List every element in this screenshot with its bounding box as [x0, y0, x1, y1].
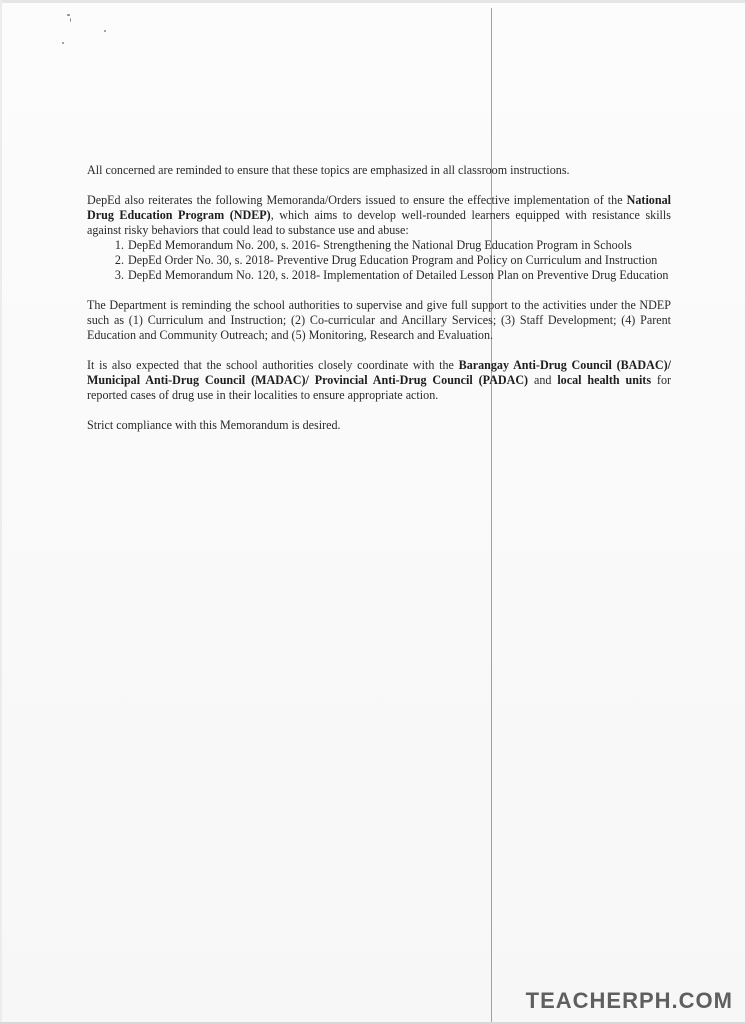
site-watermark: TEACHERPH.COM	[525, 988, 733, 1013]
memorandum-body	[87, 163, 671, 448]
paragraph-ndep-activities: The Department is reminding the school authorities to supervise and give full support to the activities under the NDEP such as (1) Curriculum and Instruction; (2) Co-curricular and Ancillary Services; (3) Staff Development; (4) Parent Education and Community Outreach; and (5) Monitoring, Research and Evaluation.	[87, 298, 671, 342]
scan-fold-line	[491, 8, 492, 1024]
paragraph-compliance: Strict compliance with this Memorandum is desired.	[87, 418, 341, 432]
coordination-text: It is also expected that the school authorities closely coordinate with the	[87, 358, 459, 372]
program-name: National Drug Education Program (NDEP)	[87, 193, 671, 222]
health-units: local health units	[557, 373, 652, 387]
scan-speck	[62, 42, 64, 44]
list-item: 3. DepEd Memorandum No. 120, s. 2018- Implementation of Detailed Lesson Plan on Preventive Drug Education	[127, 268, 671, 283]
scan-speck	[67, 14, 70, 16]
paragraph-reminder: All concerned are reminded to ensure that these topics are emphasized in all classroom instructions.	[87, 163, 570, 177]
reiteration-text-end: , which aims to develop well-rounded learners equipped with resistance skills against risky behaviors that could lead to substance use and abuse:	[87, 208, 671, 237]
memoranda-list	[87, 238, 671, 283]
reiteration-text: DepEd also reiterates the following Memoranda/Orders issued to ensure the effective implementation of the	[87, 193, 627, 207]
paragraph-coordination	[87, 358, 671, 403]
council-names: Barangay Anti-Drug Council (BADAC)/ Municipal Anti-Drug Council (MADAC)/ Provincial Anti-Drug Council (PADAC)	[87, 358, 671, 387]
coordination-text-end: for reported cases of drug use in their localities to ensure appropriate action.	[87, 373, 672, 402]
paragraph-reiteration	[87, 193, 671, 238]
scan-edge-top	[0, 0, 745, 3]
list-item: 2. DepEd Order No. 30, s. 2018- Preventive Drug Education Program and Policy on Curriculum and Instruction	[127, 253, 671, 268]
scan-edge-left	[0, 0, 2, 1024]
scan-speck	[70, 18, 71, 22]
list-item: 1. DepEd Memorandum No. 200, s. 2016- Strengthening the National Drug Education Program in Schools	[127, 238, 671, 253]
scan-speck	[104, 30, 106, 32]
coordination-and: and	[528, 373, 558, 387]
